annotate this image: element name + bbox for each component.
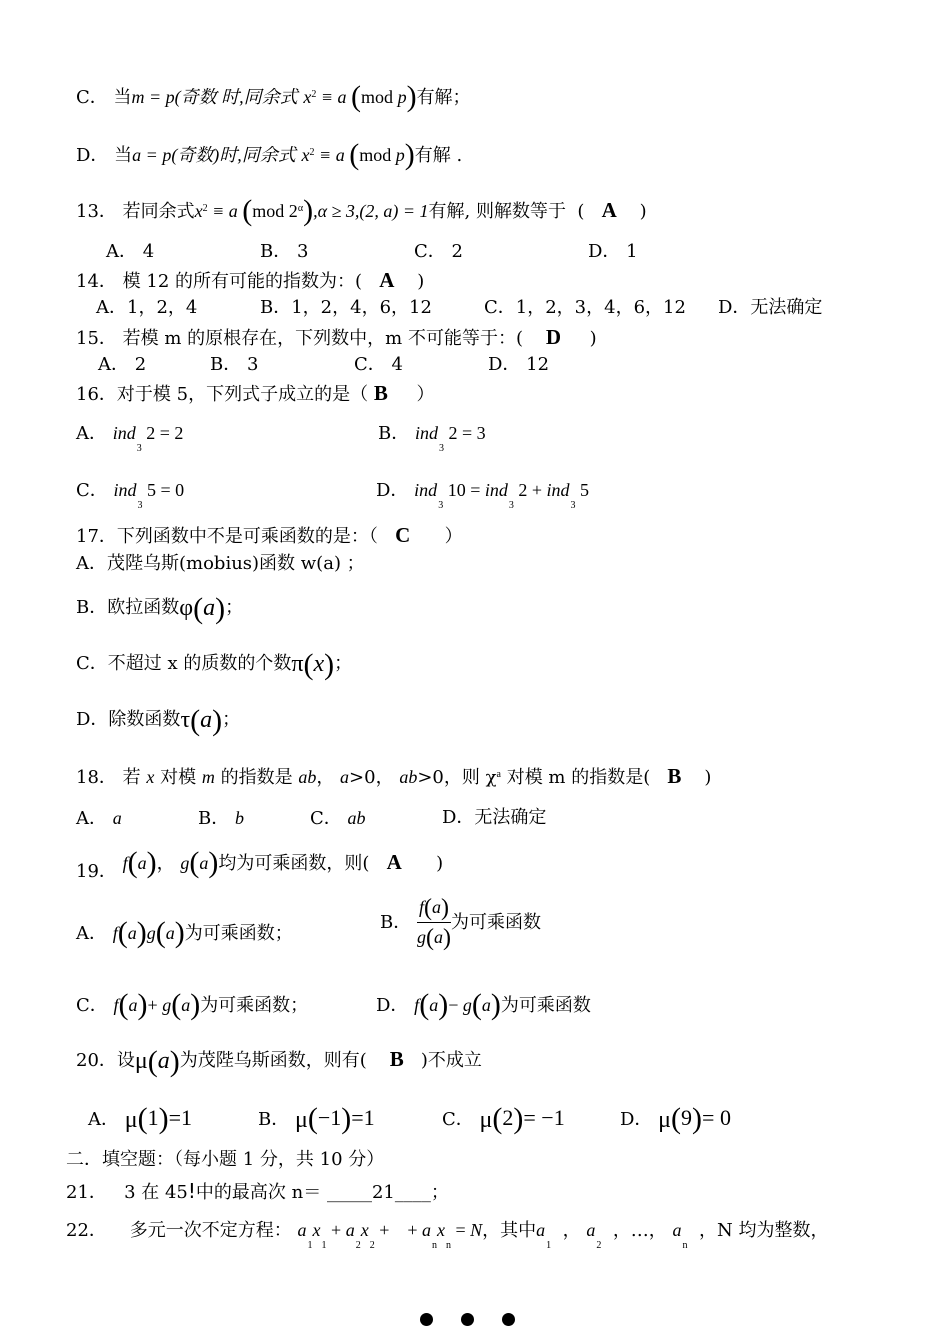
answer: A [601, 198, 617, 222]
option-d-14: D．无法确定 [718, 297, 823, 318]
question-stem: 模 12 的所有可能的指数为：( [122, 271, 363, 292]
option-c-18: C． ab [310, 808, 366, 829]
index-expr: ind$_3$ 5 = 0 [113, 480, 185, 511]
question-stem: 若同余式 [122, 201, 195, 222]
option-label: C． [442, 1109, 474, 1130]
option-a-17: A．茂陛乌斯(mobius)函数 w(a) ； [76, 553, 365, 574]
tau-expr: τ(a) [180, 704, 223, 737]
question-number: 20． [76, 1050, 117, 1071]
index-expr: ind$_3$ 2 = 2 [112, 423, 184, 454]
question-number: 21． [66, 1182, 107, 1203]
option-d-17: D．除数函数τ(a)； [76, 704, 241, 737]
question-21: 21． 3 在 45!中的最高次 n＝ _____21____； [66, 1179, 449, 1203]
f-of-a: f(a) [122, 846, 157, 879]
option-c-19 [76, 990, 308, 1020]
linear-equation: $a_1x_1 + a_2x_2$ + + $a_nx_n = N$ [297, 1220, 483, 1251]
question-stem: 为茂陛乌斯函数，则有( [179, 1050, 367, 1071]
option-b-19 [380, 896, 541, 950]
answer: B [389, 1047, 404, 1071]
text: >0，则 [417, 767, 480, 788]
text: ， [562, 1220, 581, 1241]
answer-blank: _____21____ [326, 1182, 431, 1203]
congruence-expr: $x^2 \equiv a$ (mod p) [303, 80, 417, 113]
text: 对模 m 的指数是( [506, 767, 651, 788]
text: 均为整数， [738, 1220, 829, 1241]
option-c-15: C． 4 [354, 354, 403, 375]
text: 若 [122, 767, 141, 788]
congruence-expr: $x^2 \equiv a$ (mod $2^\alpha$), [194, 194, 318, 227]
page-dot [420, 1313, 433, 1326]
gcd-condition: (2, a) = 1 [359, 201, 429, 221]
question-14 [76, 270, 424, 291]
question-16 [76, 383, 434, 404]
option-a-19 [76, 918, 293, 948]
text: 当 [114, 145, 133, 166]
option-a-18: A． a [76, 808, 122, 829]
text: 为可乘函数； [184, 923, 293, 944]
option-d-20: D． μ(9)= 0 [620, 1102, 731, 1135]
difference-expr: f(a)− g(a) [414, 988, 501, 1021]
text: )不成立 [420, 1050, 482, 1071]
answer: B [667, 764, 682, 788]
index-expr: ind$_3$ 2 = 3 [414, 423, 486, 454]
option-c-13: C． 2 [414, 241, 463, 262]
option-c-14: C．1，2，3，4，6，12 [484, 297, 686, 318]
answer: D [545, 325, 562, 349]
option-a-14: A．1，2，4 [96, 297, 198, 318]
index-expr: ind$_3$ 10 = ind$_3$ 2 + ind$_3$ 5 [414, 480, 590, 511]
question-18: 18． 若 x 对模 m 的指数是 ab， a>0， ab>0，则 $\chi^a$ 对模 m 的指数是( B ) [76, 764, 712, 788]
option-a-15: A． 2 [98, 354, 147, 375]
option-c-16 [76, 480, 185, 511]
option-b-17: B．欧拉函数φ(a)； [76, 592, 244, 625]
question-stem: 若模 m 的原根存在，下列数中，m 不可能等于：( [122, 328, 523, 349]
option-d-16 [376, 480, 590, 511]
option-a-16 [76, 423, 184, 454]
option-c-12 [76, 82, 471, 112]
option-d-15: D． 12 [488, 354, 550, 375]
text: 有解； [416, 87, 471, 108]
product-expr: f(a)g(a) [112, 916, 185, 949]
option-label: C． [76, 87, 108, 108]
g-of-a: g(a) [180, 846, 219, 879]
option-b-13: B． 3 [260, 241, 309, 262]
condition: a = p(奇数)时,同余式 [132, 145, 296, 165]
option-label: D． [620, 1109, 653, 1130]
option-b-14: B．1，2，4，6，12 [260, 297, 432, 318]
option-label: B． [258, 1109, 290, 1130]
option-label: A． [88, 1109, 119, 1130]
option-b-20: B． μ(−1)=1 [258, 1102, 375, 1135]
option-label: D． [376, 480, 409, 501]
question-19: 19． f(a)， g(a)均为可乘函数，则( A ) [76, 846, 444, 882]
answer: A [379, 268, 395, 292]
option-text: B．欧拉函数 [76, 597, 180, 618]
option-d-12 [76, 140, 462, 170]
text: 有解 . [414, 145, 463, 166]
text: >0， [349, 767, 394, 788]
option-label: C． [76, 480, 108, 501]
question-stem: 多元一次不定方程： [129, 1220, 292, 1241]
option-c-20: C． μ(2)= −1 [442, 1102, 565, 1135]
text: 为可乘函数 [450, 912, 541, 933]
question-number: 19． [76, 861, 117, 882]
text: ，…， [612, 1220, 667, 1241]
question-17 [76, 525, 463, 546]
question-stem: 均为可乘函数，则( [218, 853, 370, 874]
option-text: D．除数函数 [76, 709, 181, 730]
text: 对模 [160, 767, 197, 788]
page-dot [461, 1313, 474, 1326]
question-number: 13． [76, 201, 117, 222]
option-label: D． [76, 145, 109, 166]
text: 设 [116, 1050, 135, 1071]
text: ； [430, 1182, 449, 1203]
text: 为可乘函数； [200, 995, 309, 1016]
question-stem: 下列函数中不是可乘函数的是：（ [116, 526, 378, 547]
question-22: 22． 多元一次不定方程： $a_1x_1 + a_2x_2$ + + $a_nx_n = N$，其中$a_1$ ， $a_2$ ，…， $a_n$ ，N 均为整数， [66, 1220, 829, 1251]
option-b-15: B． 3 [210, 354, 259, 375]
question-number: 17． [76, 526, 117, 547]
option-label: A． [76, 423, 107, 444]
phi-expr: φ(a) [179, 592, 226, 625]
text: ) [704, 767, 712, 788]
section-title: 二．填空题：（每小题 1 分，共 10 分） [66, 1149, 385, 1170]
option-label: D． [376, 995, 409, 1016]
answer: C [395, 523, 411, 547]
congruence-expr: $x^2 \equiv a$ (mod p) [301, 138, 415, 171]
question-number: 14． [76, 271, 117, 292]
text: ） [416, 384, 435, 405]
option-label: B． [380, 912, 412, 933]
option-c-17: C．不超过 x 的质数的个数π(x)； [76, 648, 353, 681]
question-number: 16． [76, 384, 117, 405]
option-b-16 [378, 423, 486, 454]
option-b-18: B． b [198, 808, 244, 829]
answer: B [373, 381, 388, 405]
option-a-20: A． μ(1)=1 [88, 1102, 193, 1135]
sum-expr: f(a)+ g(a) [113, 988, 201, 1021]
question-stem: 对于模 5，下列式子成立的是（ [116, 384, 369, 405]
option-d-13: D． 1 [588, 241, 638, 262]
text: ， [316, 767, 335, 788]
text: 3 在 45 [124, 1182, 188, 1203]
mu-of-a: μ(a) [134, 1045, 180, 1078]
text: ) [589, 328, 597, 349]
question-20 [76, 1047, 482, 1077]
pi-expr: π(x) [291, 648, 335, 681]
text: ) [436, 853, 444, 874]
option-text: C．不超过 x 的质数的个数 [76, 653, 292, 674]
option-a-13: A． 4 [106, 241, 155, 262]
text: ) [417, 271, 425, 292]
text: ） [444, 526, 463, 547]
option-d-18: D．无法确定 [442, 807, 547, 828]
question-15 [76, 327, 597, 348]
text: 的指数是 [220, 767, 293, 788]
question-number: 22． [66, 1220, 107, 1241]
answer: A [386, 850, 402, 874]
condition: m = p(奇数 时,同余式 [131, 87, 298, 107]
page-dot [502, 1313, 515, 1326]
text: ，其中 [482, 1220, 537, 1241]
option-label: A． [76, 923, 107, 944]
option-d-19 [376, 990, 591, 1020]
option-label: C． [76, 995, 108, 1016]
text: 有解, 则解数等于 [428, 201, 566, 222]
question-13: 13． 若同余式$x^2 \equiv a$ (mod $2^\alpha),\alpha \ge 3,(2$, a) = 1有解, 则解数等于 ( A ) [76, 194, 647, 227]
option-label: A． [76, 808, 107, 829]
condition: α ≥ 3, [317, 201, 360, 221]
question-number: 18． [76, 767, 117, 788]
text: 当 [113, 87, 132, 108]
quotient-expr: $\frac{f(a)}{g(a)}$ [416, 895, 451, 951]
question-number: 15． [76, 328, 117, 349]
text: 为可乘函数 [500, 995, 591, 1016]
text: 中的最高次 n＝ [195, 1182, 322, 1203]
option-label: B． [378, 423, 410, 444]
option-label: C． [310, 808, 342, 829]
option-label: B． [198, 808, 230, 829]
